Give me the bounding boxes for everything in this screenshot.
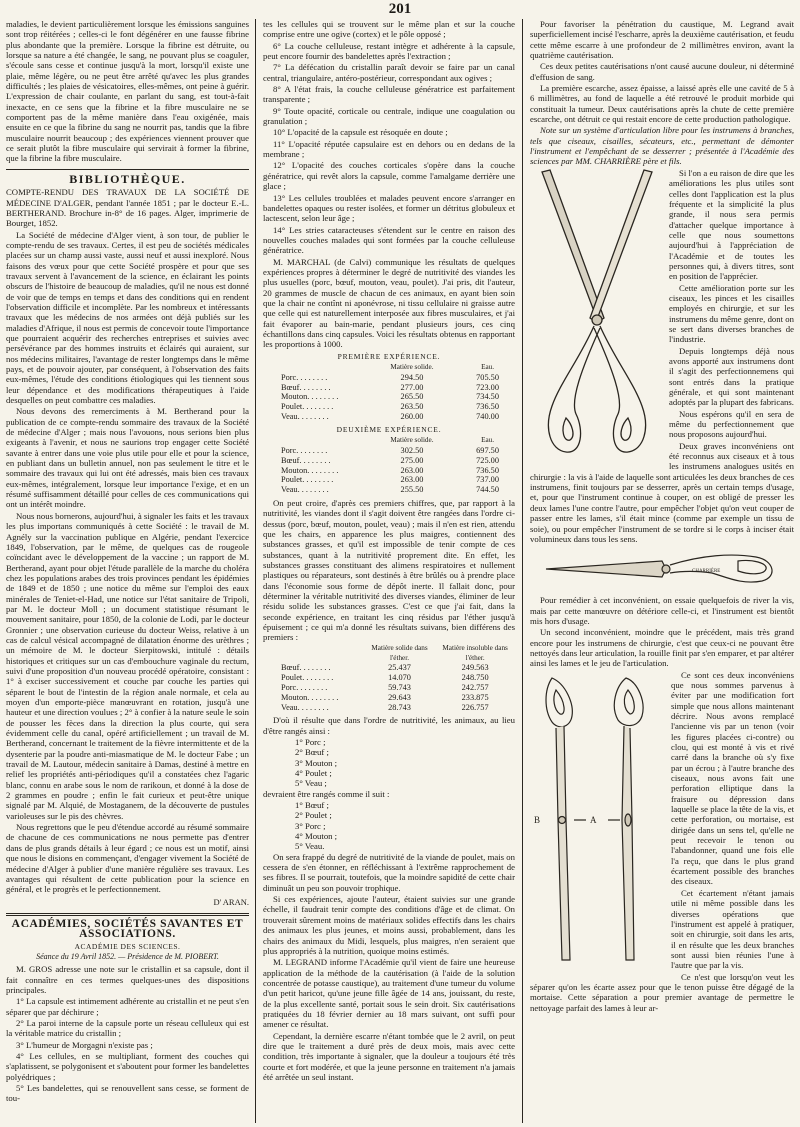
list-item: 4° Mouton ;: [295, 831, 338, 842]
paragraph: Cependant, la dernière escarre n'étant tombée que le 2 avril, on peut dire que le traitement a duré près de deux mois, mais avec cette condition, très importante à signaler, que la douleur a toujours été très courte et fort modérée, et que la jeune personne en traitement n'a jamais été arrêtée un seul instant.: [263, 1030, 515, 1082]
paragraph: 2° La paroi interne de la capsule porte un réseau celluleux qui est la véritable matrice du cristallin ;: [6, 1017, 249, 1039]
value-cell: 697.50: [476, 445, 499, 455]
table-header: [263, 436, 515, 446]
experiment-3-table: [263, 644, 515, 713]
table-row: [263, 373, 515, 383]
list-item: 3° Porc ;: [295, 820, 326, 831]
paragraph: M. GROS adresse une note sur le cristallin et sa capsule, dont il fait connaître en ces termes quelques-unes des dispositions principales.: [6, 964, 249, 995]
paragraph: Nous nous bornerons, aujourd'hui, à signaler les faits et les travaux les plus importans communiqués à cette Société : le travail de M. Agnély sur la vaccination publique en Algérie, pendant l'exercice 1849, l'observation, par le même, de quelques cas de rougeole coïncidant avec le développement de la vaccine ; un rapport de M. Bertherand, ayant pour objet l'étude parallèle de la marche du choléra chez les populations arabes des trois provinces pendant les épidémies de 1849 et de 1850 ; une notice du même sur l'emploi des eaux minérales de Teniet-el-Had, une notice sur l'état sanitaire de Tripoli, par M. le docteur Moll ; un document statistique résumant le mouvement sanitaire, pour 1850, de la colonie de Lodi, par le docteur Gronnier ; une observation curieuse du docteur Weiss, relative à un cas de calcul vésical accompagné de dilatation énorme des urèthres ; un mémoire de M. le docteur Sierpitowski, intitulé : détails historiques et critiques sur un cas d'embouchure vaginale du rectum, suivi d'une proposition d'un nouveau procédé opératoire, consistant : 1° à exciser successivement et couche par couche les parties qui séparent le bout de l'intestin de la région anale normale, et cela au moyen d'un emporte-pièce manœuvrant en rotation, jusqu'à une hauteur et une direction voulues ; 2° à confier à la nature seule le soin de pousser les fèces dans la direction la plus courte, qui sera évidemment celle du canal, opéré artificiellement ; un travail de M. Bertherand, concernant le traitement de la fièvre intermittente et de la dysenterie par la poudre anti-miasmatique de M. le docteur Fabe ; un travail de M. Lautour, médecin sanitaire à Damas, destiné à mettre en relief les propriétés anti-périodiques qu'il a constatées chez l'agaric blanc, connu en arabe sous le nom de rarikoun, et donné à la dose de 2 grammes en poudre ; enfin le fait curieux et peut-être unique signalé par M. Alquié, de Mostaganem, de la découverte de pustules varioleuses sur le pis des chèvres.: [6, 510, 249, 821]
value-cell: 14.070: [388, 673, 411, 683]
session-line: Séance du 19 Avril 1852. — Présidence de M. PIOBERT.: [36, 951, 219, 961]
value-cell: 723.00: [476, 382, 499, 392]
meat-name: Bœuf. . . . . . . .: [281, 455, 331, 465]
value-cell: 294.50: [400, 372, 424, 382]
paragraph: On sera frappé du degré de nutritivité de la viande de poulet, mais on cessera de s'en étonner, en réfléchissant à l'extrême rapprochement de ses fibres. Il se pourrait, toutefois, que la moindre sapidité de cette chair diminuât un peu son pouvoir trophique.: [263, 851, 515, 893]
paragraph: Pour remédier à cet inconvénient, on essaie quelquefois de river la vis, mais par cette manœuvre on détériore celle-ci, et l'instrument est bientôt mis hors d'usage.: [530, 595, 794, 626]
paragraph: 4° Les cellules, en se multipliant, forment des couches qui s'aplatissent, se polygonisent et s'aboutent pour former les bandelettes polyédriques ;: [6, 1051, 249, 1082]
paragraph: 1° La capsule est intimement adhérente au cristallin et ne peut s'en séparer que par déchirure ;: [6, 996, 249, 1017]
list-item: 3° Mouton ;: [295, 757, 338, 768]
list-item: 4° Poulet ;: [295, 768, 332, 779]
value-cell: 263.00: [400, 465, 424, 475]
value-cell: 734.50: [476, 392, 499, 402]
paragraph: 13° Les cellules troublées et malades peuvent encore s'arranger en bandelettes opaques ou rester isolées, et former un détritus globuleux et lactescent, selon leur âge ;: [263, 192, 515, 224]
paragraph: D'où il résulte que dans l'ordre de nutritivité, les animaux, au lieu d'être rangés ainsi :: [263, 715, 515, 736]
value-cell: 28.743: [388, 702, 411, 712]
header-solid: Matière solide.: [390, 363, 434, 371]
paragraph: tes les cellules qui se trouvent sur le même plan et sur la couche comprise entre une ogive (cortex) et le pôle opposé ;: [263, 19, 515, 40]
label-b: B: [534, 814, 541, 825]
table-row: [263, 703, 515, 713]
column-3: [523, 19, 794, 1123]
signature: D' ARAN.: [213, 896, 249, 907]
paragraph: On peut croire, d'après ces premiers chiffres, que, par rapport à la nutritivité, les viandes dont il s'agit doivent être rangées dans l'ordre ci-dessus (porc, bœuf, mouton, poulet, veau) ; mais il n'en est rien, attendu que les chairs, en apparence les plus maigres, contiennent des substances grasses, et qu'il est impossible de tenir compte de ces substances, quant à la nutritivité proprement dite. En effet, les substances grasses constituant des alimens respiratoires et nullement plastiques ou réparateurs, sont destinés à être brûlés ou à prendre place dans l'économie sous forme de dépôt inerte. Il fallait donc, pour déterminer la véritable nutritivité des diverses viandes, éliminer de leur résidu solide les substances grasses. C'est ce que j'ai fait, dans la seconde expérience, en traitant les cinq résidus par l'éther jusqu'à épuisement ; ce qui m'a donné les résultats suivans, bien différens des premiers :: [263, 497, 515, 643]
table-row: [263, 673, 515, 683]
paragraph: Nous espérons qu'il en sera de même du perfectionnement que nous proposons aujourd'hui.: [669, 408, 794, 440]
paragraph: Nous devons des remerciments à M. Bertherand pour la publication de ce compte-rendu sommaire des travaux de la Société de médecine d'Alger ; mais nous l'avouons, nous serions bien plus exigeants à l'avenir, et nous ne saurions trop engager cette Société savante à entrer dans une voie plus utile pour elle et pour la science, en publiant dans un bulletin annuel, non pas seulement le titre et le sommaire des travaux qui lui ont été adressés, mais bien ces travaux eux-mêmes, intégralement, lorsque leur importance l'exige, et en un résumé suffisamment détaillé pour celles de ces communications qui ont un intérêt moindre.: [6, 406, 249, 510]
open-scissors-illustration: [530, 168, 664, 460]
value-cell: 740.00: [476, 411, 499, 421]
table-row: [263, 693, 515, 703]
value-cell: 725.00: [476, 455, 499, 465]
table-row: [263, 475, 515, 485]
engraved-mark: CHARRIÈRE: [692, 569, 721, 575]
meat-name: Poulet. . . . . . . .: [281, 402, 334, 412]
header-solid: Matière solide.: [390, 436, 434, 445]
meat-name: Porc. . . . . . . .: [281, 372, 328, 382]
paragraph: 10° L'opacité de la capsule est résoquée en doute ;: [273, 127, 448, 138]
value-cell: 275.00: [400, 455, 424, 465]
table-row: [263, 456, 515, 466]
paragraph: Si l'on a eu raison de dire que les améliorations les plus utiles sont celles dont l'application est la plus fréquente et la simplicité la plus grande, il nous sera permis d'attacher quelque importance à celle que nous soumettons aujourd'hui à l'appréciation de l'Académie et de toutes les personnes qui, à divers titres, sont en position de l'apprécier.: [669, 167, 794, 282]
value-cell: 249.563: [461, 663, 489, 673]
paragraph: 9° Toute opacité, corticale ou centrale, indique une coagulation ou granulation ;: [263, 105, 515, 127]
list-item: 1° Porc ;: [295, 736, 326, 747]
list-item: 5° Veau ;: [295, 778, 327, 789]
value-cell: 25.437: [388, 663, 411, 673]
paragraph: 14° Les stries cataracteuses s'étendent sur le centre en raison des nouvelles couches malades qui sont formées par la couche celluleuse génératrice.: [263, 224, 515, 256]
value-cell: 255.50: [400, 485, 424, 495]
paragraph: La première escarche, assez épaisse, a laissé après elle une cavité de 5 à 6 millimètres, au fond de laquelle a été retrouvé le produit morbide qui constituait la tumeur. Deux cautérisations après la chute de cette première escarche, ont détruit ce qui restait encore de cette production pathologique.: [530, 83, 794, 125]
paragraph: 8° A l'état frais, la couche celluleuse génératrice est parfaitement transparente ;: [263, 84, 515, 105]
table-row: [263, 383, 515, 393]
value-cell: 59.743: [388, 682, 411, 692]
header-insoluble: Matière insoluble dans l'éther.: [442, 643, 508, 662]
value-cell: 29.643: [388, 692, 411, 702]
book-title: COMPTE-RENDU DES TRAVAUX DE LA SOCIÉTÉ DE MÉDECINE D'ALGER, pendant l'année 1851 ; par le docteur E.-L. BERTHERAND. Brochure in-8° de 16 pages. Alger, imprimerie de Bourget, 1852.: [6, 187, 249, 229]
value-cell: 736.50: [476, 402, 499, 412]
paragraph: Ces deux petites cautérisations n'ont causé aucune douleur, ni déterminé d'effusion de sang.: [530, 61, 794, 82]
value-cell: 302.50: [400, 445, 424, 455]
value-cell: 263.00: [400, 475, 424, 485]
column-1: [6, 19, 256, 1123]
paragraph: 11° L'opacité réputée capsulaire est en dehors ou en dedans de la membrane ;: [263, 138, 515, 160]
meat-name: Bœuf. . . . . . . .: [281, 663, 331, 673]
table-header: [263, 644, 515, 664]
experiment-1-table: [263, 363, 515, 422]
value-cell: 248.750: [461, 673, 489, 683]
paragraph: Cette amélioration porte sur les ciseaux, les pinces et les cisailles employés en chirurgie, et sur les instrumens du même genre, dont on se sert dans diverses branches de l'industrie.: [669, 282, 794, 345]
paragraph: M. LEGRAND informe l'Académie qu'il vient de faire une heureuse application de la méthode de la cautérisation (à l'aide de la solution concentrée de potasse caustique), au traitement d'une tumeur du volume d'un petit haricot, qu'une jeune fille âgée de 14 ans, jouissant, du reste, de la plus excellente santé, portait sous le sein droit. Six cautérisations pratiquées du 18 février dernier au 18 mars suivant, ont suffi pour amener ce résultat.: [263, 957, 515, 1030]
table-row: [263, 663, 515, 673]
table-row: [263, 683, 515, 693]
paragraph: Cet écartement n'étant jamais utile ni même possible dans les diverses opérations que l'instrument est appelé à pratiquer, soit en chirurgie, soit dans les arts, il en résulte que les deux branches sont aussi bien réunies l'une à l'autre que par la vis.: [671, 887, 794, 971]
table-row: [263, 485, 515, 495]
ranking-list-a: [263, 737, 515, 789]
paragraph: devraient être rangés comme il suit :: [263, 788, 390, 799]
paragraph: 5° Les bandelettes, qui se renouvellent sans cesse, se forment de tou-: [6, 1083, 249, 1104]
paragraph: 6° La couche celluleuse, restant intègre et adhérente à la capsule, peut encore fournir des bandelettes après l'extraction ;: [263, 40, 515, 62]
closed-scissors-illustration: [542, 547, 782, 591]
experiment-2-title: DEUXIÈME EXPÉRIENCE.: [336, 424, 442, 434]
paragraph: 7° La défécation du cristallin paraît devoir se faire par un canal central, triangulaire, antéro-postérieur, correspondant aux ogives ;: [263, 62, 515, 83]
meat-name: Veau. . . . . . . .: [281, 485, 329, 495]
value-cell: 233.875: [461, 692, 489, 702]
scissors-parts-illustration: [530, 670, 666, 970]
value-cell: 226.757: [461, 702, 489, 712]
meat-name: Porc. . . . . . . .: [281, 445, 328, 455]
meat-name: Mouton. . . . . . . .: [281, 465, 339, 475]
note-title: Note sur un système d'articulation libre pour les instrumens à branches, tels que ciseaux, cisailles, sécateurs, etc., permettant de démonter l'instrument et l'empêchant de se desserrer ; présentée à l'Académie des sciences par MM. CHARRIÈRE père et fils.: [530, 125, 794, 167]
paragraph: 12° L'opacité des couches corticales s'opère dans la couche génératrice, qui revêt alors la capsule, comme l'amalgame derrière une glace ;: [263, 160, 515, 192]
divider: [6, 913, 249, 916]
paragraph: Un second inconvénient, moindre que le précédent, mais très grand encore pour les instrumens de chirurgie, c'est que ceux-ci ne pouvant être nettoyés dans leur articulation, la rouille finit par s'en emparer, et par altérer ainsi les lames et le jeu de l'articulation.: [530, 627, 794, 669]
label-a: A: [590, 814, 597, 825]
paragraph: maladies, le devient particulièrement lorsque les émissions sanguines sont trop réitérées ; celles-ci le font dégénérer en une fausse fibrine plus abondante que la première. Lorsque la fibrine est détruite, ou lorsque sa nature a été changée, le sang, ne pouvant plus se coaguler, s'écoule sans cesse et continue jusqu'à la mort, lorsqu'il existe une plaie, même légère, ou ne peut être arrêté qu'avec les plus grandes difficultés ; les plaies de vésicatoires, elles-mêmes, ont peine à guérir. L'expression de chair coulante, en parlant du sang, est tout-à-fait inexacte, en ce sens que la fibrine et la fibre musculaire ne se comportent pas de la même manière dans l'eau oxigénée, mais ensuite en ce que la fibrine du sang ne nourrit pas, tandis que la fibre musculaire nourrit beaucoup ; des expériences viennent prouver que ce serait plutôt la fibre musculaire qui servirait à former la fibrine, que la fibrine la fibre musculaire.: [6, 19, 249, 164]
meat-name: Poulet. . . . . . . .: [281, 673, 334, 683]
paragraph: Depuis longtemps déjà nous avons apporté aux instrumens dont il s'agit des perfectionnemens qui sont entrés dans la pratique générale, et qui sont maintenant adoptés par la plupart des fabricans.: [669, 345, 794, 408]
meat-name: Poulet. . . . . . . .: [281, 475, 334, 485]
value-cell: 737.00: [476, 475, 499, 485]
header-water: Eau.: [481, 363, 495, 371]
table-row: [263, 466, 515, 476]
paragraph: M. MARCHAL (de Calvi) communique les résultats de quelques expériences propres à déterminer le degré de nutritivité des viandes les plus usuelles (porc, bœuf, mouton, veau, poulet). J'ai pris, dit l'auteur, 20 grammes de muscle de chacun de ces animaux, en ayant bien soin que la chair ne contînt ni aponévrose, ni tissu cellulaire ni graisse autre que celle qui est naturellement interposée aux fibres musculaires, et j'ai fait évaporer au bain-marie, pendant plusieurs jours, ces cinq échantillons dans cinq capsules. Voici les résultats obtenus en rapportant les proportions à 1000.: [263, 256, 515, 350]
meat-name: Veau. . . . . . . .: [281, 702, 329, 712]
page-number: 201: [388, 1, 412, 17]
ranking-list-b: [263, 800, 515, 852]
meat-name: Mouton. . . . . . . .: [281, 392, 339, 402]
experiment-2-table: [263, 436, 515, 495]
paragraph: Si ces expériences, ajoute l'auteur, étaient suivies sur une grande échelle, il faudrait tenir compte des conditions d'âge et de climat. On trouverait sûrement moins de matériaux solides effectifs dans les chairs des animaux les plus jeunes, et moins aussi, probablement, dans les chairs des animaux du Midi, lesquels, plus maigres, n'en seraient que plus appropriés à la nutrition, quoique moins estimés.: [263, 894, 515, 956]
table-row: [263, 412, 515, 422]
table-row: [263, 446, 515, 456]
meat-name: Veau. . . . . . . .: [281, 411, 329, 421]
meat-name: Mouton. . . . . . . .: [281, 692, 339, 702]
meat-name: Porc. . . . . . . .: [281, 682, 328, 692]
column-2: [256, 19, 523, 1123]
list-item: 2° Bœuf ;: [295, 747, 329, 758]
subheading: ACADÉMIE DES SCIENCES.: [74, 941, 181, 951]
list-item: 1° Bœuf ;: [295, 800, 329, 811]
value-cell: 242.757: [461, 682, 489, 692]
paragraph: Deux graves inconvéniens ont été reconnus aux ciseaux et à tous les instrumens analogues usités en chirurgie : la vis à l'aide de laquelle sont articulées les deux branches de ces instrumens, finit toujours par se desserrer, après un certain temps d'usage, et, pour que l'instrument continue à couper, on est obligé de presser les deux lames l'une contre l'autre, pour empêcher l'objet qu'on veut couper de passer entre les lames, s'il était mince (comme par exemple un tissu de soie), ou pour empêcher l'instrument de se tordre si le corps à inciser était volumineux dans tous les sens.: [530, 440, 794, 544]
value-cell: 736.50: [476, 465, 499, 475]
value-cell: 263.50: [400, 402, 424, 412]
columns: [6, 19, 794, 1123]
paragraph: Ce sont ces deux inconvéniens que nous sommes parvenus à éviter par une modification fort simple que nous allons maintenant décrire. Nous avons remplacé l'ancienne vis par un tenon (voir les figures placées ci-contre) ou clou, qui est monté à vis et rivé carré dans la branche où s'y fixe par un écrou ; à l'autre branche des ciseaux, nous avons fait une perforation elliptique dans la fraisure ou dépression dans laquelle se place la tête de la vis, et cette perforation, ou mortaise, est dirigée dans un sens tel, qu'elle ne peut recevoir le tenon ou l'abandonner, quand une fois elle l'a reçu, que dans le plus grand écartement possible des branches des ciseaux.: [671, 669, 794, 887]
table-row: [263, 402, 515, 412]
value-cell: 277.00: [400, 382, 424, 392]
meat-name: Bœuf. . . . . . . .: [281, 382, 331, 392]
header-soluble: Matière solide dans l'éther.: [371, 643, 428, 662]
experiment-1-title: PREMIÈRE EXPÉRIENCE.: [337, 351, 441, 361]
paragraph: Ce n'est que lorsqu'on veut les séparer qu'on les écarte assez pour que le tenon puisse être dégagé de la mortaise. Cette séparation a pour premier avantage de permettre le nettoyage parfait des lames à leur ar-: [530, 971, 794, 1013]
paragraph: La Société de médecine d'Alger vient, à son tour, de publier le compte-rendu de ses travaux. Certes, il est peu de sociétés médicales placées sur un champ aussi vaste, aussi neuf et aussi inexploré. Nous faisons des vœux pour que cette Société prospère et pour que ses travaux servent à l'avancement de la science, en éclairant les points obscurs de l'histoire de beaucoup de maladies, qu'il ne nous est donné de voir que de temps en temps et dans des conditions qui en rendent l'observation difficile et incomplète. Par les nombreux et intéressants travaux que les médecins de nos armées ont déjà publiés sur les maladies d'Afrique, il nous est permis de concevoir toute l'importance que pourraient acquérir des recherches entreprises et suivies avec persévérance par des hommes instruits et éclairés qui auraient, sur nos médecins militaires, l'avantage de rester longtemps dans le même pays, et de pouvoir ajouter, par conséquent, à l'observation des faits eux-mêmes, l'étude des conditions étiologiques qui les tiennent sous leur dépendance et des modifications thérapeutiques à l'aide desquelles on peut combattre ces maladies.: [6, 229, 249, 406]
value-cell: 260.00: [400, 411, 424, 421]
paragraph: Nous regrettons que le peu d'étendue accordé au résumé sommaire de chacune de ces communications ne nous permette pas d'entrer dans de plus grands détails à leur égard ; ce nous est un motif, ainsi que nous le disions en commençant, d'engager vivement la Société de médecine d'Alger à publier d'une manière régulière ses travaux. Les avantages qui résultent de cette publication pour la science en général, et le progrès et le perfectionnement.: [6, 822, 249, 895]
paragraph: 3° L'humeur de Morgagni n'existe pas ;: [16, 1039, 153, 1050]
header-water: Eau.: [481, 436, 495, 445]
paragraph: Pour favoriser la pénétration du caustique, M. Legrand avait superficiellement incisé l'escharre, après la deuxième cautérisation, et feudu cette même escarre à une profondeur de 2 millimètres environ, avant la quatrième cautérisation.: [530, 19, 794, 61]
list-item: 5° Veau.: [295, 841, 325, 852]
value-cell: 265.50: [400, 392, 424, 402]
section-heading-bibliotheque: BIBLIOTHÈQUE.: [69, 171, 186, 186]
value-cell: 744.50: [476, 485, 499, 495]
value-cell: 705.50: [476, 372, 499, 382]
table-row: [263, 392, 515, 402]
list-item: 2° Poulet ;: [295, 810, 332, 821]
section-heading-academies: ACADÉMIES, SOCIÉTÉS SAVANTES ET ASSOCIATIONS.: [11, 917, 244, 941]
divider: [6, 169, 249, 170]
table-header: [263, 363, 515, 373]
